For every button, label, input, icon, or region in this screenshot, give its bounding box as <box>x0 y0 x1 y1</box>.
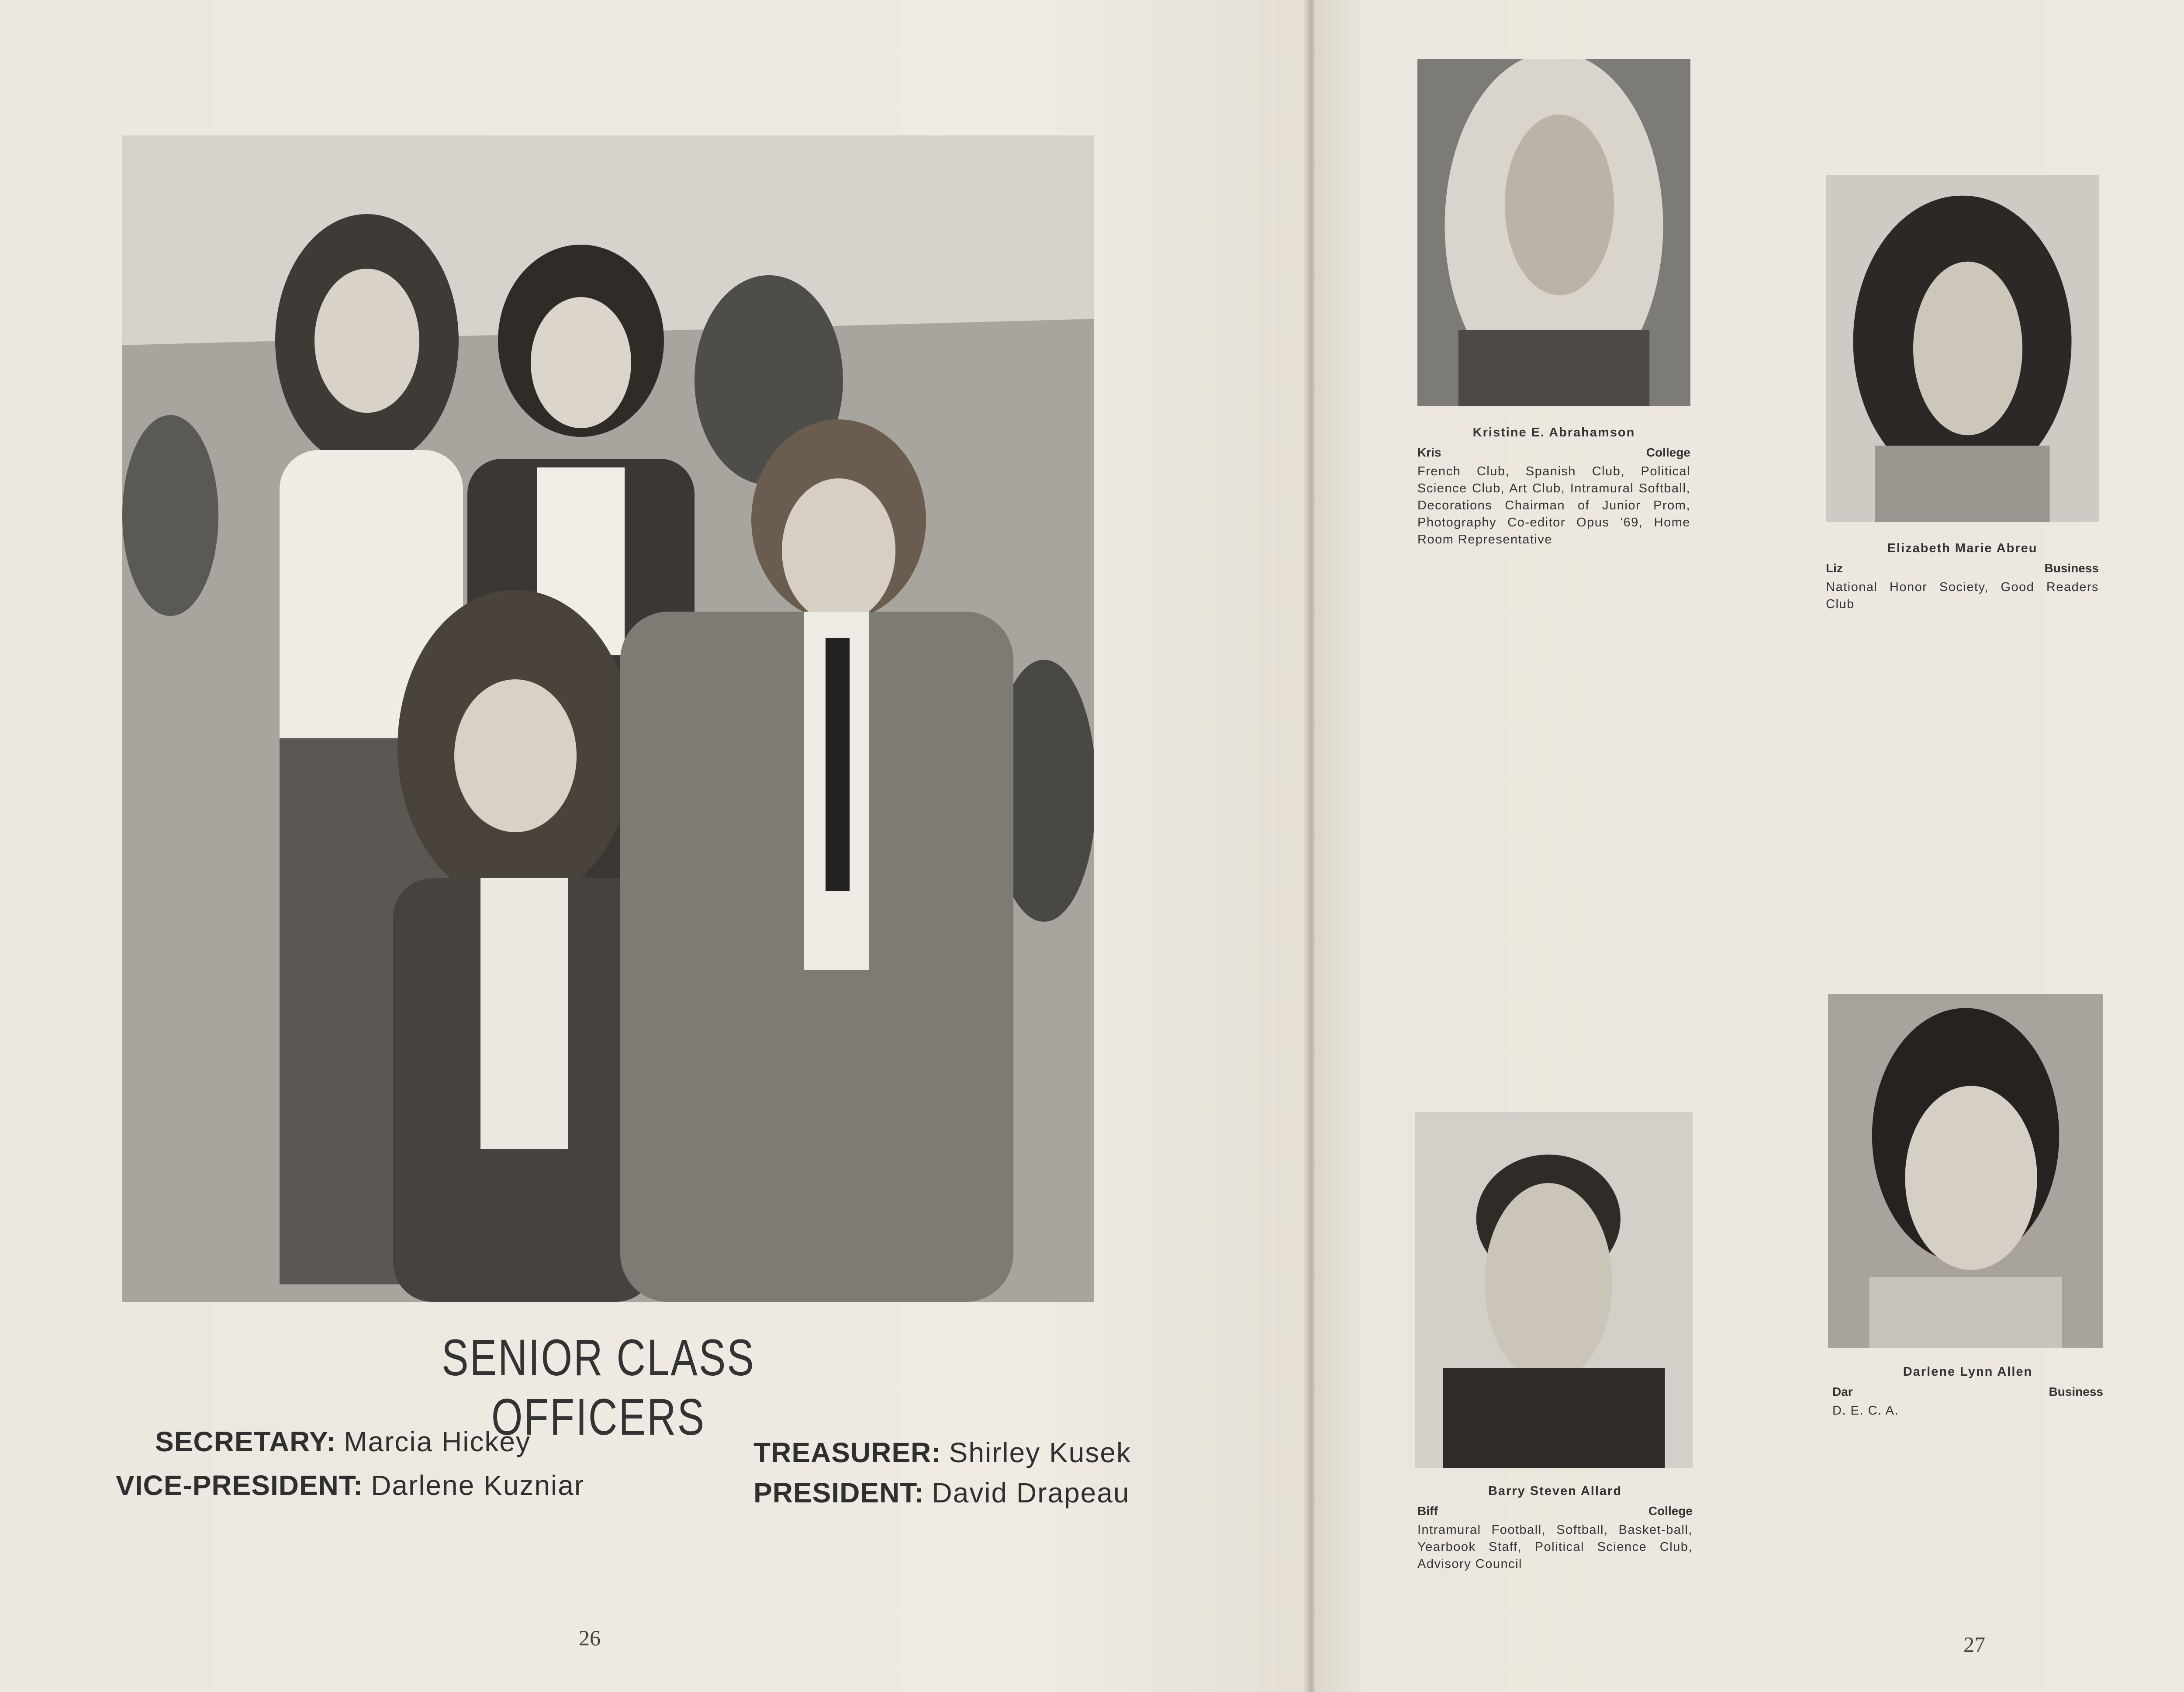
officer-name: David Drapeau <box>932 1477 1130 1509</box>
senior-caption <box>1832 1363 2103 1419</box>
officer-vice-president <box>116 1469 584 1502</box>
senior-caption <box>1417 424 1690 548</box>
senior-nickname: Biff <box>1417 1504 1438 1518</box>
portrait-elizabeth-abreu <box>1826 175 2099 522</box>
senior-name: Elizabeth Marie Abreu <box>1887 541 2038 555</box>
page-number-right: 27 <box>1963 1632 1985 1657</box>
officer-secretary <box>155 1426 531 1458</box>
senior-track: Business <box>2049 1385 2103 1398</box>
senior-nickname: Dar <box>1832 1385 1853 1398</box>
portrait-barry-allard <box>1415 1112 1693 1468</box>
officer-president <box>753 1477 1130 1509</box>
page-number-left: 26 <box>579 1626 601 1650</box>
officer-name: Shirley Kusek <box>949 1437 1131 1468</box>
senior-activities: D. E. C. A. <box>1832 1404 1899 1418</box>
senior-activities: French Club, Spanish Club, Political Science Club, Art Club, Intramural Softball, Decorations Chairman of Junior Prom, Photography Co-editor Opus '69, Home Room Representative <box>1417 464 1690 547</box>
officer-role: SECRETARY: <box>155 1426 336 1457</box>
section-title: SENIOR CLASS OFFICERS <box>442 1329 755 1446</box>
officer-treasurer <box>753 1436 1131 1469</box>
senior-nickname: Kris <box>1417 446 1441 459</box>
officer-name: Darlene Kuzniar <box>371 1470 585 1501</box>
senior-track: College <box>1646 446 1690 459</box>
right-page <box>1315 0 2184 1692</box>
senior-name: Barry Steven Allard <box>1488 1484 1622 1498</box>
officer-role: PRESIDENT: <box>753 1477 924 1509</box>
senior-track: Business <box>2044 561 2099 575</box>
officer-name: Marcia Hickey <box>344 1426 531 1457</box>
senior-nickname: Liz <box>1826 561 1843 575</box>
portrait-kristine-abrahamson <box>1417 59 1690 406</box>
senior-name: Darlene Lynn Allen <box>1903 1365 2033 1379</box>
senior-name: Kristine E. Abrahamson <box>1472 426 1635 439</box>
officer-role: TREASURER: <box>753 1437 941 1468</box>
officer-role: VICE-PRESIDENT: <box>116 1470 363 1501</box>
senior-activities: National Honor Society, Good Readers Club <box>1826 580 2099 611</box>
portrait-darlene-allen <box>1828 994 2103 1348</box>
senior-track: College <box>1648 1504 1693 1518</box>
senior-caption <box>1417 1482 1693 1573</box>
senior-activities: Intramural Football, Softball, Basket-ball, Yearbook Staff, Political Science Club, Advisory Council <box>1417 1523 1693 1571</box>
senior-class-officers-group-photo <box>122 135 1094 1302</box>
senior-caption <box>1826 540 2099 613</box>
